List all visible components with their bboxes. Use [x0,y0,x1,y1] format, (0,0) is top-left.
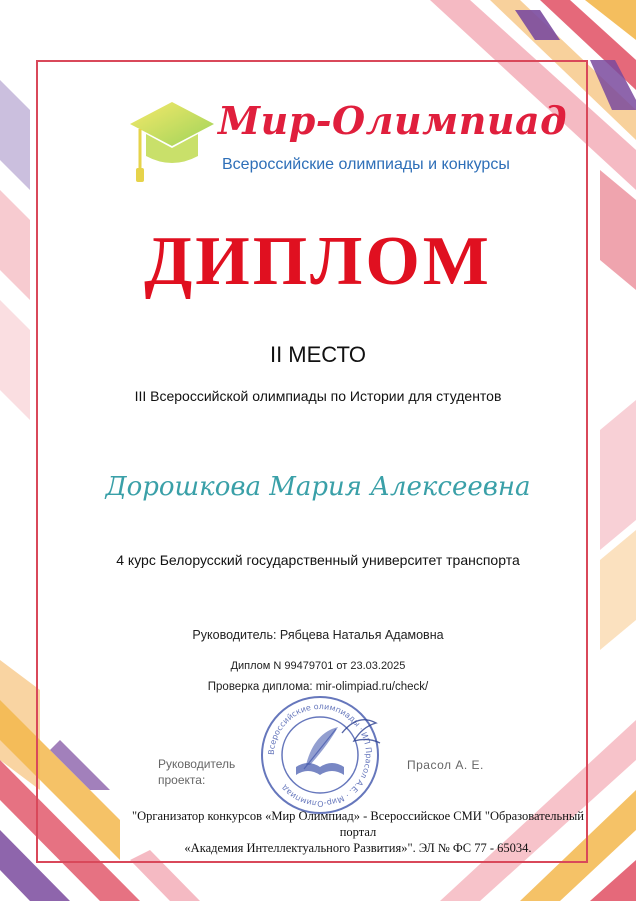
diploma-title: ДИПЛОМ [144,223,492,300]
logo [126,96,568,188]
signature-label-line2: проекта: [158,773,206,787]
logo-tagline: Всероссийские олимпиады и конкурсы [222,156,510,173]
diploma-number: Диплом N 99479701 от 23.03.2025 [230,660,406,672]
signer-name: Прасол А. Е. [407,758,484,772]
logo-name: Мир-Олимпиад [218,98,568,143]
organizer-line2: «Академия Интеллектуального Развития»". ЭЛ № ФС 77 - 65034. [184,841,532,855]
graduation-cap-icon [126,96,216,188]
supervisor-line: Руководитель: Рябцева Наталья Адамовна [192,628,444,642]
seal-text: Всероссийские олимпиады · ИП Прасол А.Е. · Мир-Олимпиад [266,701,374,809]
signature-label [158,756,235,788]
seal-stamp [258,693,382,817]
recipient-affiliation: 4 курс Белорусский государственный университет транспорта [116,552,520,568]
recipient-name: Дорошкова Мария Алексеевна [105,472,531,502]
organizer-line1: "Организатор конкурсов «Мир Олимпиад» - Всероссийское СМИ "Образовательный портал [132,809,584,839]
organizer-info [118,808,598,856]
event-name: III Всероссийской олимпиады по Истории для студентов [134,388,502,404]
place-award: II МЕСТО [269,342,367,367]
diploma-check-link: Проверка диплома: mir-olimpiad.ru/check/ [207,681,429,693]
svg-text:Всероссийские олимпиады · ИП П [267,702,373,808]
signature-label-line1: Руководитель [158,757,236,771]
